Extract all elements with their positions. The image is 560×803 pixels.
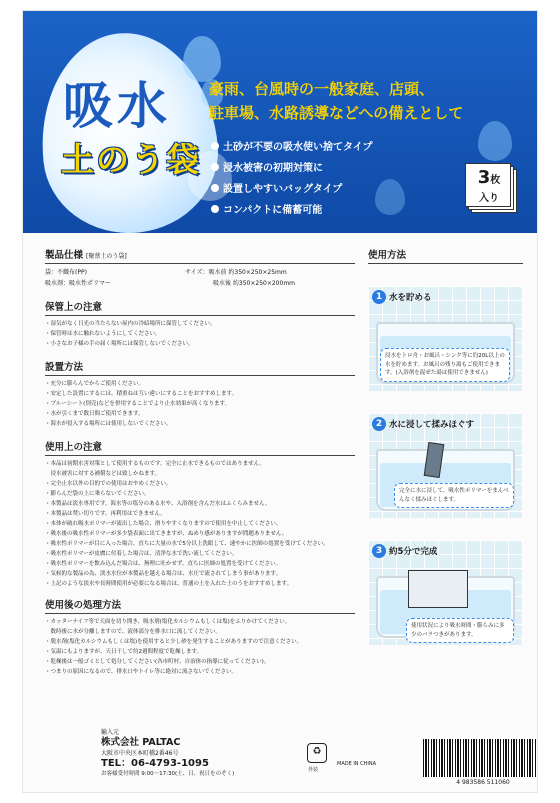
storage-line: ・保管時は水に触れないようにしてください。 bbox=[45, 331, 161, 337]
disposal-line: 数時後に水が分離しますので、液体部分を排水口に流してください。 bbox=[45, 629, 221, 635]
info-column bbox=[45, 247, 355, 683]
made-in-label: MADE IN CHINA bbox=[337, 761, 377, 767]
barcode bbox=[423, 739, 538, 777]
howto-column bbox=[368, 247, 523, 645]
step-3 bbox=[368, 540, 523, 645]
howto-heading: 使用方法 bbox=[368, 247, 523, 264]
recycle-icon: ♻ bbox=[307, 743, 327, 763]
usage-section bbox=[45, 439, 355, 589]
bullet-icon bbox=[211, 205, 219, 213]
company-tel: TEL：06-4793-1095 bbox=[101, 758, 209, 769]
product-title-main: 吸水 bbox=[63, 77, 171, 135]
pack-count-badge bbox=[465, 163, 517, 213]
bullet-icon bbox=[211, 163, 219, 171]
step-number: 3 bbox=[372, 544, 386, 558]
storage-line: ・湿気がなく日光の当たらない屋内の冷暗場所に保管してください。 bbox=[45, 321, 216, 327]
usage-line: ・完全止水以外の目的での使用はおやめください。 bbox=[45, 481, 172, 487]
storage-line: ・小さなお子様の手の届く場所には保管しないでください。 bbox=[45, 341, 194, 347]
pack-count-sub: 入り bbox=[479, 193, 499, 204]
usage-line: ・吸水性ポリマーを飲み込んだ場合は、無理に吐かせず、直ちに医師の処置を受けてください。 bbox=[45, 561, 281, 567]
product-banner bbox=[23, 11, 538, 233]
usage-line: ・吸水後の吸水性ポリマーが多少袋表面に出てきますが、ぬめり感がありますが問題ありません。 bbox=[45, 531, 288, 537]
disposal-line: ・カッターナイフ等で天面を切り開き、吸水剤(塩化カルシウムもしくは塩)をふりかけてください。 bbox=[45, 619, 291, 625]
water-drop-small bbox=[183, 36, 221, 82]
setup-line: ・充分に膨らんでからご使用ください。 bbox=[45, 381, 145, 387]
feature-item: 浸水被害の初期対策に bbox=[211, 158, 481, 179]
storage-section bbox=[45, 299, 355, 349]
importer-info bbox=[101, 727, 234, 779]
pack-count-unit: 枚 bbox=[490, 175, 501, 186]
pack-count-number: 3 bbox=[477, 167, 491, 188]
spec-section bbox=[45, 247, 355, 289]
company-name: 株式会社 PALTAC bbox=[101, 737, 181, 748]
feature-item: 土砂が不要の吸水使い捨てタイプ bbox=[211, 137, 481, 158]
recycle-label: 外装 bbox=[308, 767, 319, 773]
spec-heading: 製品仕様 bbox=[45, 250, 84, 261]
spec-size-wet: 吸水後 約350×250×200mm bbox=[213, 280, 296, 287]
usage-line: ・本体が破れ吸水ポリマーが流出した場合、滑りやすくなりますので使用を中止してください。 bbox=[45, 521, 282, 527]
spec-tag: [聚蔡土のう袋] bbox=[86, 253, 127, 260]
usage-line: ・膨らんだ袋の上に乗らないでください。 bbox=[45, 491, 150, 497]
product-title-sub: 土のう袋 bbox=[61, 140, 201, 179]
spec-size-dry: サイズ：吸水前 約350×250×25mm bbox=[185, 269, 287, 276]
setup-line: ・安定した設置にするには、積重ねは互い違いにすることをおすすめします。 bbox=[45, 391, 238, 397]
usage-line: ・吸水性ポリマーが目に入った場合、直ちに大量の水で5分以上洗眼して、速やかに医師の処置を受けてください。 bbox=[45, 541, 329, 547]
step-1 bbox=[368, 286, 523, 391]
usage-line: ・本製品は焚い切りです。再利用はできません。 bbox=[45, 511, 166, 517]
step-2 bbox=[368, 413, 523, 518]
step-title: 水に浸して揉みほぐす bbox=[389, 420, 475, 430]
package-front bbox=[22, 10, 538, 793]
setup-line: ・海水が侵入する場所には使用しないでください。 bbox=[45, 421, 172, 427]
storage-heading: 保管上の注意 bbox=[45, 299, 355, 316]
disposal-line: ・気温にもよりますが、天日干しで約2週間程度で乾燥します。 bbox=[45, 649, 203, 655]
step-note: 使用状況により吸水時間・膨らみに多少のバラつきがあります。 bbox=[406, 618, 514, 643]
headline-line: 豪雨、台風時の一般家庭、店頭、 bbox=[209, 80, 435, 98]
step-number: 2 bbox=[372, 417, 386, 431]
support-hours: お客様受付時間 9:00〜17:30(土、日、祝日をのぞく) bbox=[101, 771, 235, 777]
spec-absorb: 吸水剤：吸水性ポリマー bbox=[45, 280, 111, 287]
bullet-icon bbox=[211, 184, 219, 192]
step-number: 1 bbox=[372, 290, 386, 304]
usage-line: ・本品は初期水害対策として使用するものです。完全に止水できるものではありません。 bbox=[45, 461, 265, 467]
disposal-line: ・脱水剤(塩化カルシウムもしくは塩)を使用すると少し砂を発生することがありますので注意ください。 bbox=[45, 639, 303, 645]
usage-line: ・本製品は淡水専用です。海水等の塩分のある水や、入浴剤を含んだ水はふくらみません。 bbox=[45, 501, 271, 507]
company-address: 大阪市中央区本町橋2番46号 bbox=[101, 750, 179, 757]
feature-item: コンパクトに備蓄可能 bbox=[211, 200, 481, 221]
filled-bag-illustration bbox=[408, 570, 468, 608]
usage-line: ・吸水性ポリマーが皮膚に付着した場合は、清浄な水で洗い流してください。 bbox=[45, 551, 238, 557]
setup-section bbox=[45, 359, 355, 429]
setup-line: ・水が引くまで数日間ご使用できます。 bbox=[45, 411, 144, 417]
setup-line: ・ブルーシート(別売)などを併用することでより止水効果が高くなります。 bbox=[45, 401, 231, 407]
usage-line: 浸水被害に対する補償などは致しかねます。 bbox=[45, 471, 161, 477]
spec-bag: 袋：不織布(PP) bbox=[45, 269, 87, 276]
importer-label: 輸入元 bbox=[101, 729, 120, 736]
feature-item: 設置しやすいバッグタイプ bbox=[211, 179, 481, 200]
barcode-number: 4 983586 511060 bbox=[456, 779, 510, 786]
step-title: 水を貯める bbox=[389, 293, 432, 303]
usage-heading: 使用上の注意 bbox=[45, 439, 355, 456]
step-title: 約5分で完成 bbox=[389, 547, 438, 557]
package-footer bbox=[45, 721, 525, 791]
step-note: 完全に水に浸して、吸水性ポリマーをまんべんなく揉みほぐします。 bbox=[394, 483, 514, 508]
step-note: 浸水をトロ舟・お風呂・シンク等に約20L以上の水を貯めます。お風呂の残り湯もご使用できます。(入浴剤を混ぜた湯は使用できません) bbox=[380, 348, 510, 382]
disposal-heading: 使用後の処理方法 bbox=[45, 597, 355, 614]
bullet-icon bbox=[211, 142, 219, 150]
usage-line: ・上記のような淡水や長時間使用が必要になる場合は、普通の土を入れた土のうをおすすめします。 bbox=[45, 581, 293, 587]
disposal-section bbox=[45, 597, 355, 677]
water-drop-small bbox=[478, 121, 512, 161]
feature-list bbox=[211, 137, 481, 221]
setup-heading: 設置方法 bbox=[45, 359, 355, 376]
headline-line: 駐車場、水路誘導などへの備えとして bbox=[209, 104, 464, 122]
product-headline bbox=[209, 77, 535, 125]
usage-line: ・気候的な製品の為、淡水水位が本製品を越える場合は、水圧で流されてしまう事があります。 bbox=[45, 571, 282, 577]
disposal-line: ・乾燥後は一般ゴミとして処分してください(各市町村、自治体の指導に従ってください)。 bbox=[45, 659, 270, 665]
disposal-line: ・つまりの原因になるので、排水口やトイレ等に絶対に流さないでください。 bbox=[45, 669, 238, 675]
